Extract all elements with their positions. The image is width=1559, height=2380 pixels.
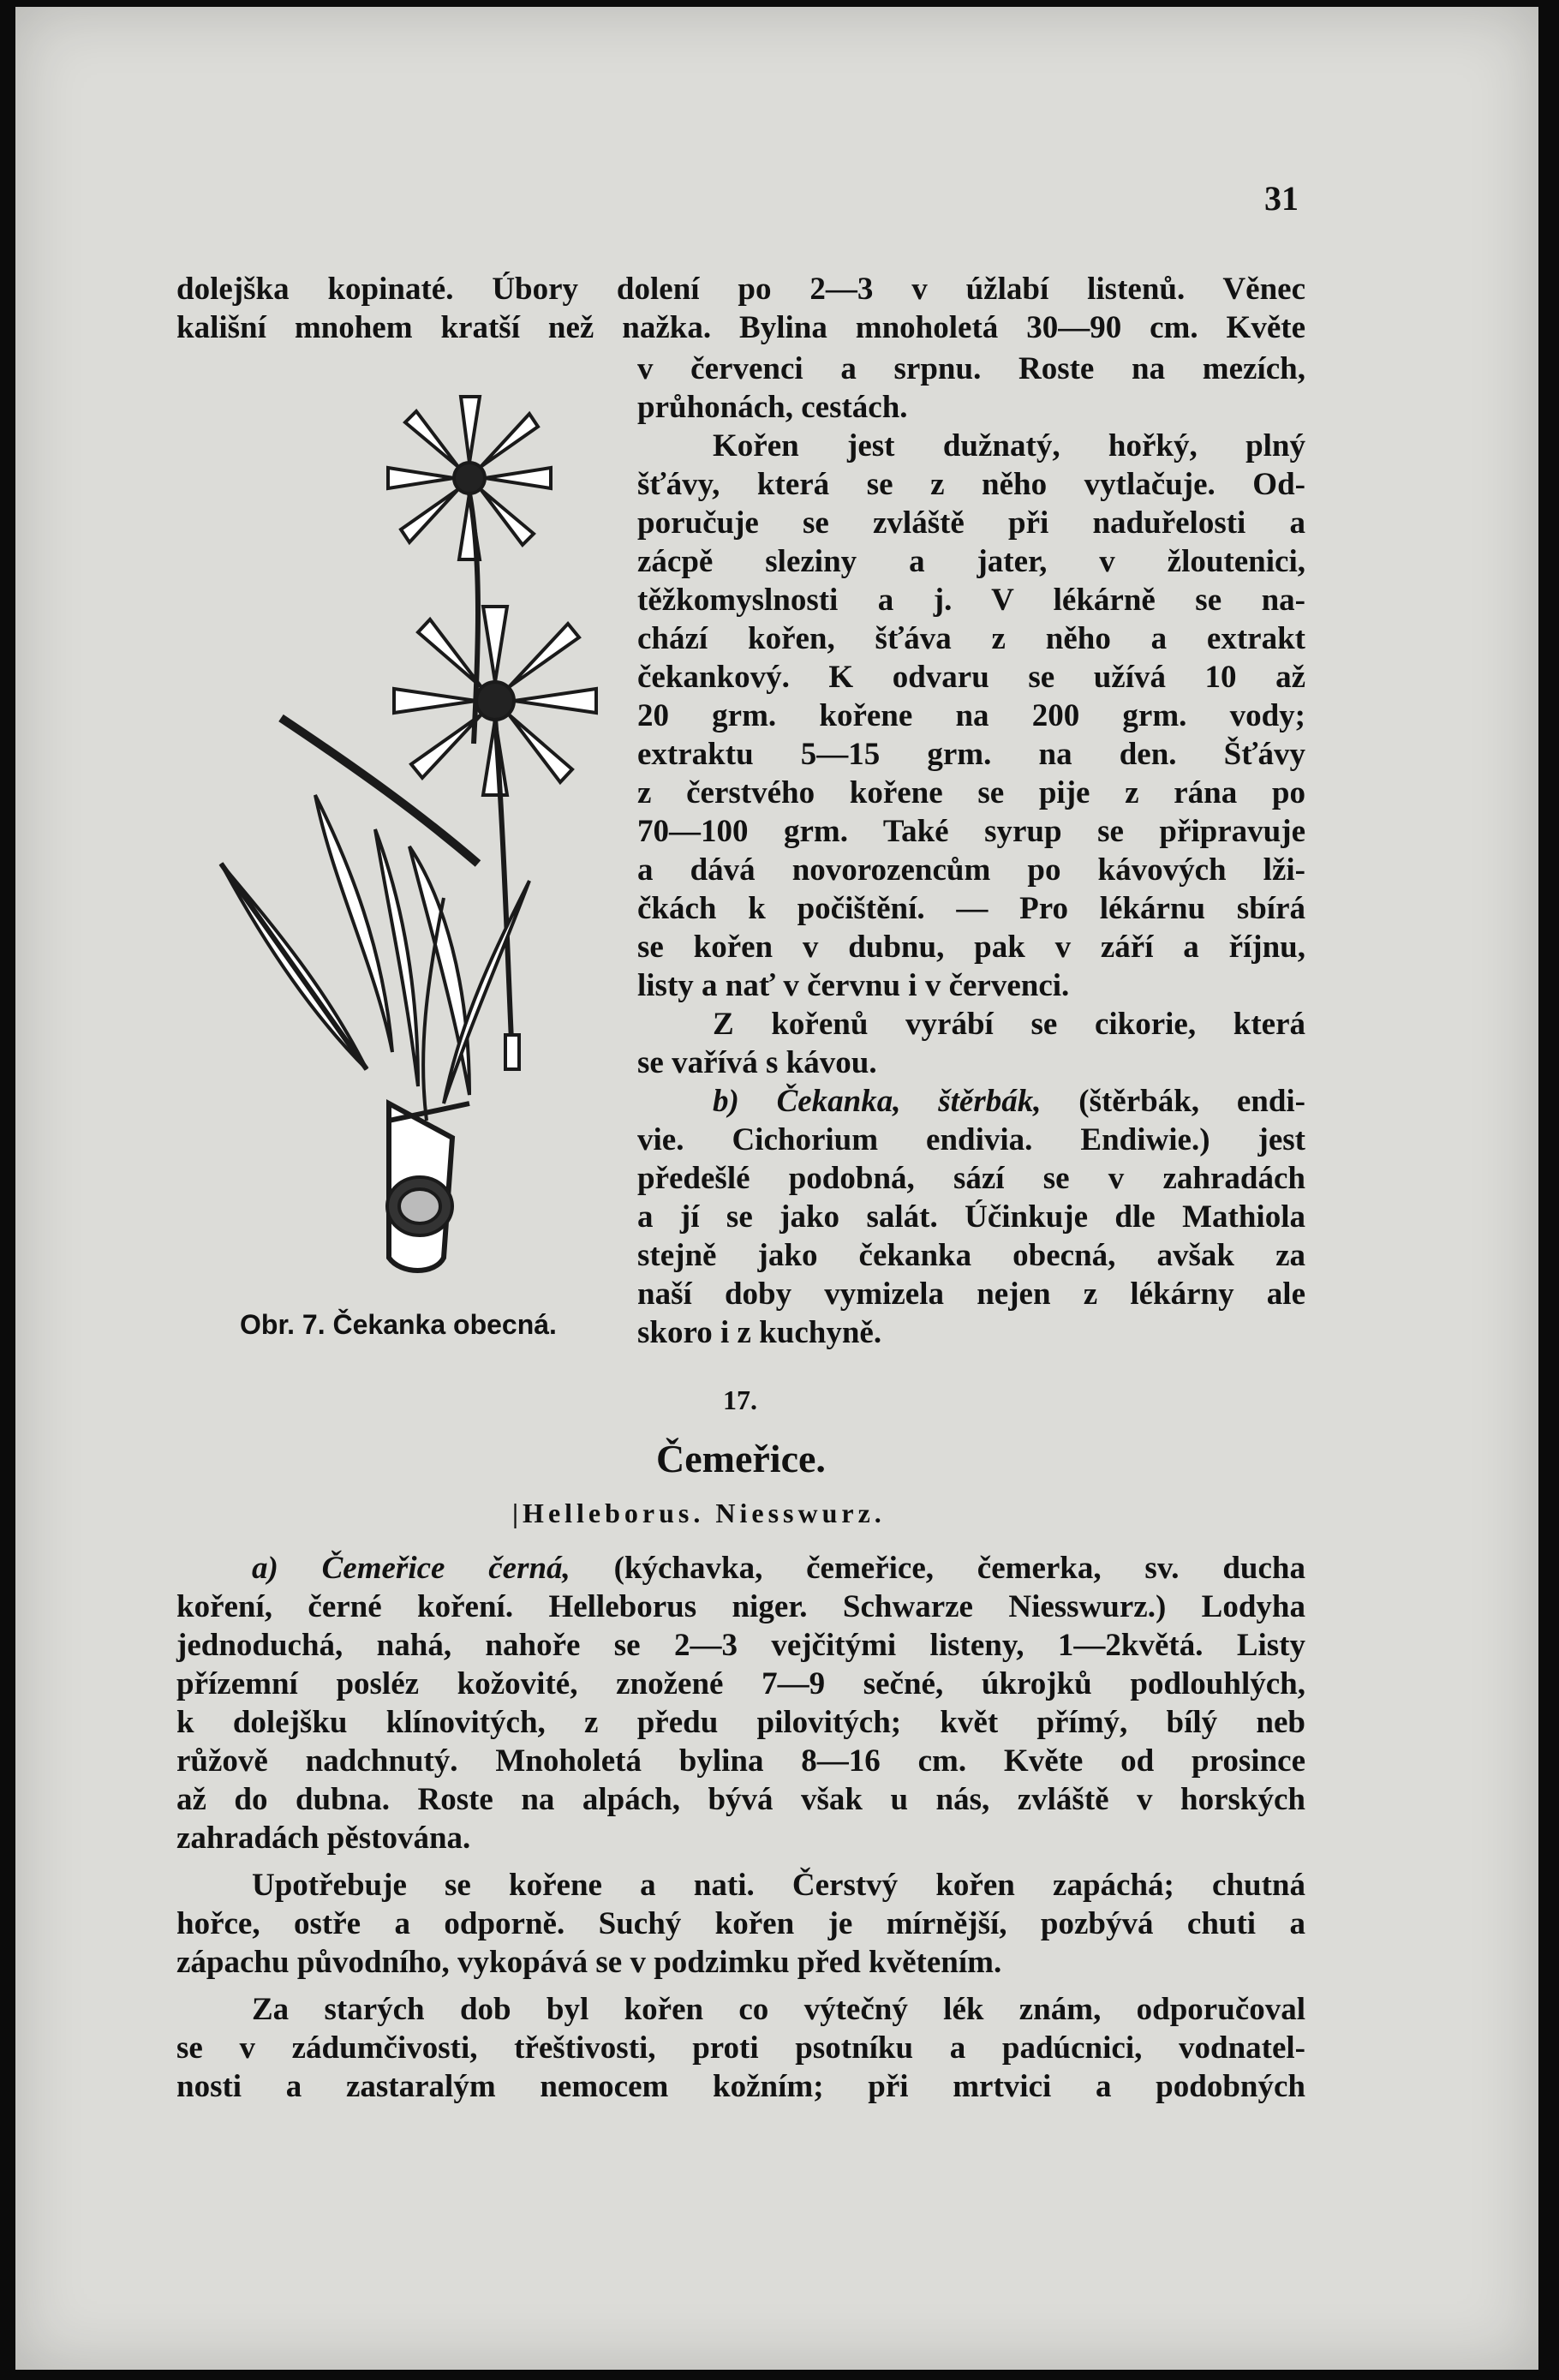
text-line: koření, černé koření. Helleborus niger. Schwarze Niesswurz.) Lodyha (176, 1589, 1305, 1624)
text-line: Kořen jest dužnatý, hořký, plný (713, 428, 1305, 463)
text-line: kališní mnohem kratší než nažka. Bylina mnoholetá 30—90 cm. Květe (176, 310, 1305, 345)
text-line: poručuje se zvláště při naduřelosti a (637, 505, 1305, 541)
text-line: Z kořenů vyrábí se cikorie, která (713, 1007, 1305, 1042)
text-line: šťávy, která se z něho vytlačuje. Od- (637, 467, 1305, 502)
text-line: přízemní posléz kožovité, znožené 7—9 sečné, úkrojků podlouhlých, (176, 1666, 1305, 1701)
text-line: z čerstvého kořene se pije z rána po (637, 775, 1305, 810)
flower-middle (394, 607, 596, 795)
intro-paragraph (176, 270, 1305, 347)
text-line: hořce, ostře a odporně. Suchý kořen je mírnější, pozbývá chuti a (176, 1906, 1305, 1941)
text-line: a dává novorozencům po kávových lži- (637, 852, 1305, 888)
endivie-first-line (637, 1082, 1305, 1121)
text-line: skoro i z kuchyně. (637, 1315, 882, 1350)
text-line: stejně jako čekanka obecná, avšak za (637, 1238, 1305, 1273)
text-line: až do dubna. Roste na alpách, bývá však u nás, zvláště v horských (176, 1782, 1305, 1817)
text-line: naší doby vymizela nejen z lékárny ale (637, 1277, 1305, 1312)
cemerice-label: a) Čemeřice černá, (252, 1551, 570, 1586)
text-line: se kořen v dubnu, pak v září a říjnu, (637, 930, 1305, 965)
chicory-column (637, 350, 1305, 1352)
page-number: 31 (1264, 179, 1299, 218)
text-line: jednoduchá, nahá, nahoře se 2—3 vejčitými listeny, 1—2květá. Listy (176, 1628, 1305, 1663)
chicory-illustration (187, 384, 632, 1292)
hellebore-section (176, 1549, 1305, 2106)
text-line: se vařívá s kávou. (637, 1045, 877, 1080)
text-line: 20 grm. kořene na 200 grm. vody; (637, 698, 1305, 733)
text-line: v červenci a srpnu. Roste na mezích, (637, 351, 1305, 386)
text-line: čkách k počištění. — Pro lékárnu sbírá (637, 891, 1305, 926)
book-page (15, 7, 1538, 2370)
text-line: zápachu původního, vykopává se v podzimku před květením. (176, 1945, 1002, 1980)
text-line: předešlé podobná, sází se v zahradách (637, 1161, 1305, 1196)
chicory-plant-drawing (187, 384, 632, 1292)
text-line: čekankový. K odvaru se užívá 10 až (637, 660, 1305, 695)
text-line: 70—100 grm. Také syrup se připravuje (637, 814, 1305, 849)
text-line: nosti a zastaralým nemocem kožním; při mrtvici a podobných (176, 2069, 1305, 2104)
text-line: zácpě sleziny a jater, v žloutenici, (637, 544, 1305, 579)
text-line: k dolejšku klínovitých, z předu pilovitých; květ přímý, bílý neb (176, 1705, 1305, 1740)
section-number: 17. (723, 1384, 757, 1415)
cemerice-first-line-rest: (kýchavka, čemeřice, čemerka, sv. ducha (570, 1551, 1305, 1586)
text-line: vie. Cichorium endivia. Endiwie.) jest (637, 1122, 1305, 1157)
figure-caption: Obr. 7. Čekanka obecná. (240, 1309, 557, 1340)
cemerice-first-line (176, 1549, 1305, 1588)
text-line: extraktu 5—15 grm. na den. Šťávy (637, 737, 1305, 772)
flower-top (388, 397, 551, 559)
endivie-label: b) Čekanka, štěrbák, (713, 1084, 1042, 1119)
text-line: Upotřebuje se kořene a nati. Čerstvý kořen zapáchá; chutná (252, 1868, 1305, 1903)
endivie-first-line-rest: (štěrbák, endi- (1041, 1084, 1305, 1119)
text-line: listy a nať v červnu i v červenci. (637, 968, 1070, 1003)
text-line: a jí se jako salát. Účinkuje dle Mathiola (637, 1199, 1305, 1235)
text-line: těžkomyslnosti a j. V lékárně se na- (637, 583, 1305, 618)
text-line: růžově nadchnutý. Mnoholetá bylina 8—16 cm. Květe od prosince (176, 1743, 1305, 1779)
text-line: Za starých dob byl kořen co výtečný lék znám, odporučoval (252, 1992, 1305, 2027)
text-line: zahradách pěstována. (176, 1821, 471, 1856)
section-title: Čemeřice. (656, 1437, 826, 1480)
text-line: dolejška kopinaté. Úbory dolení po 2—3 v úžlabí listenů. Věnec (176, 272, 1305, 307)
section-latin-name: |Helleborus. Niesswurz. (512, 1498, 886, 1528)
text-line: průhonách, cestách. (637, 390, 908, 425)
text-line: chází kořen, šťáva z něho a extrakt (637, 621, 1305, 656)
text-line: se v zádumčivosti, třeštivosti, proti psotníku a padúcnici, vodnatel- (176, 2030, 1305, 2066)
